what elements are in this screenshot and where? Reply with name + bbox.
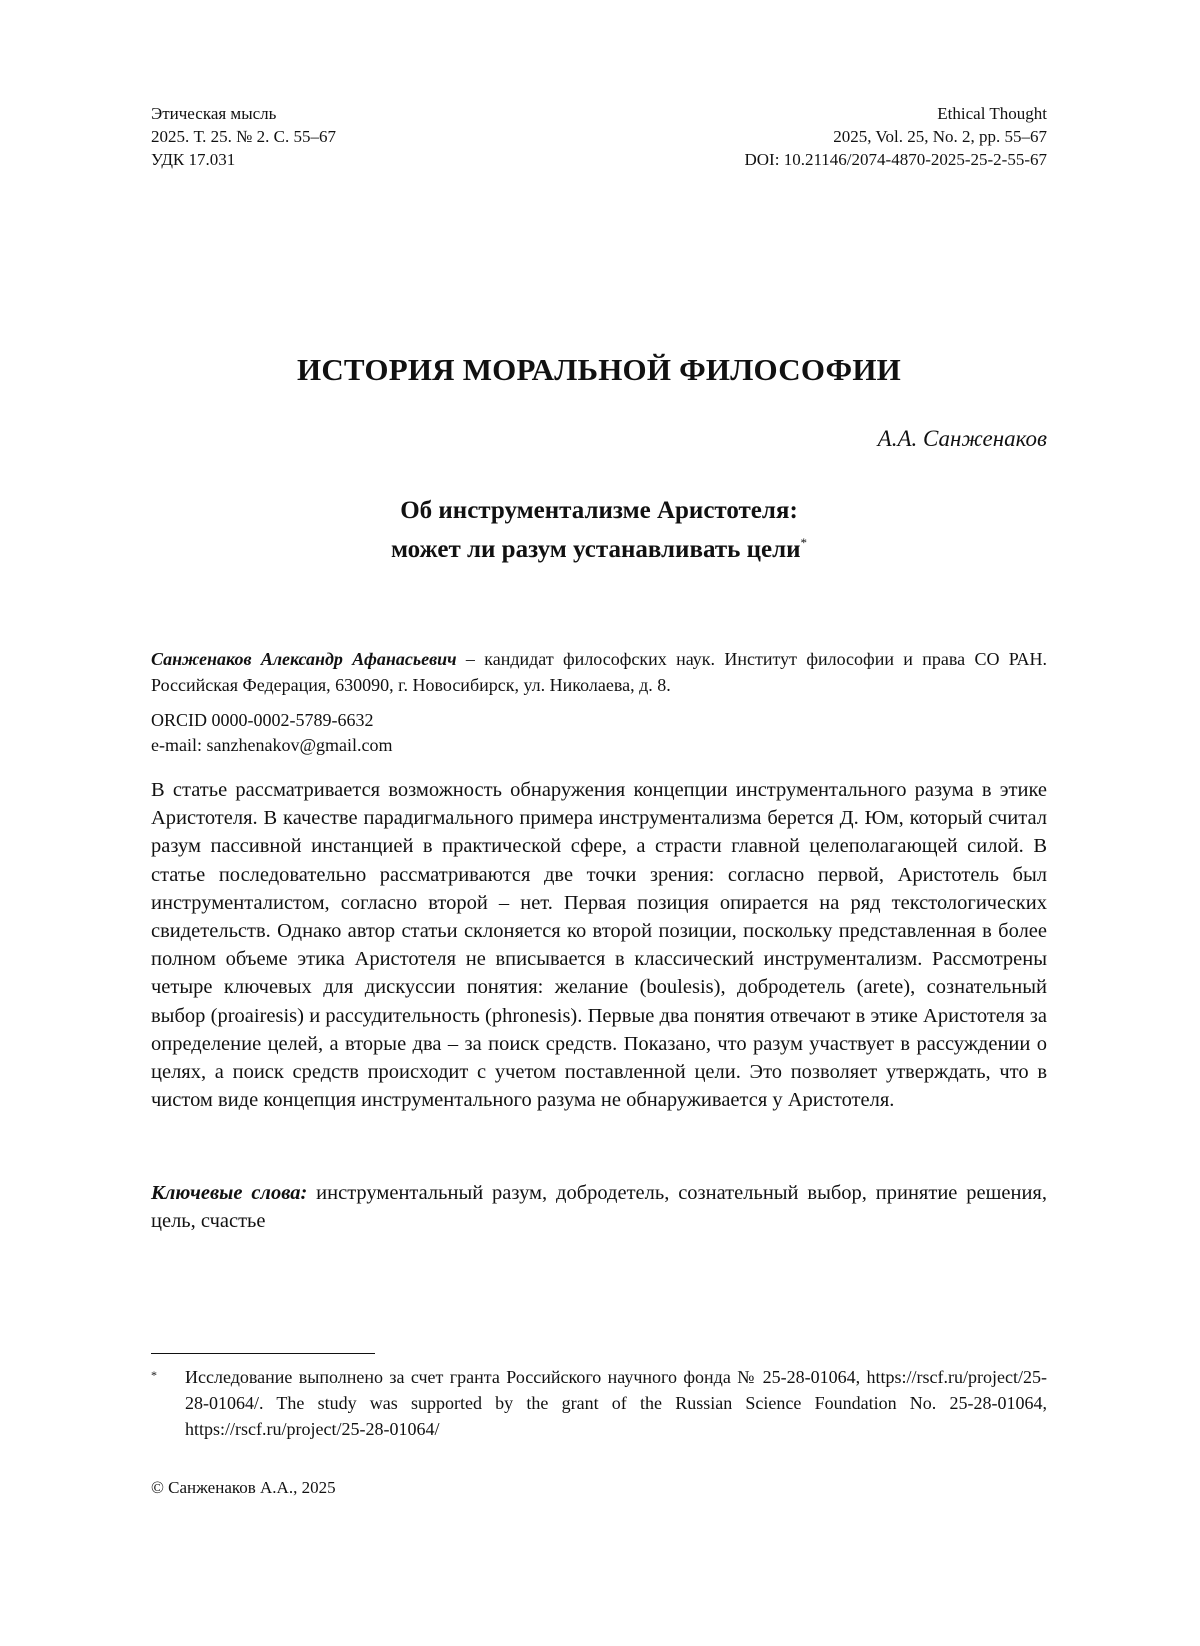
keywords: [151, 1179, 1047, 1235]
footnote-text: Исследование выполнено за счет гранта Российского научного фонда № 25-28-01064, https://rscf.ru/project/25-28-01064/. The study was supported by the grant of the Russian Science Foundation No. 25-28-01064, https://rscf.ru/project/25-28-01064/: [185, 1367, 1047, 1439]
keywords-text: инструментальный разум, добродетель, сознательный выбор, принятие решения, цель, счастье: [151, 1182, 1047, 1232]
header-left: [151, 102, 336, 171]
header-right: [745, 102, 1048, 171]
copyright: © Санженаков А.А., 2025: [151, 1478, 336, 1497]
article-title-line2-text: может ли разум устанавливать цели: [390, 536, 801, 563]
journal-name-ru: Этическая мысль: [151, 104, 277, 123]
orcid: ORCID 0000-0002-5789-6632: [151, 710, 374, 730]
article-title-line2: [151, 527, 1047, 566]
title-footnote-marker[interactable]: *: [800, 535, 807, 550]
author-full-name: Санженаков Александр Афанасьевич: [151, 649, 457, 669]
abstract: В статье рассматривается возможность обнаружения концепции инструментального разума в этике Аристотеля. В качестве парадигмального примера инструментализма берется Д. Юм, который считал разум пассивной инстанцией в практической сфере, а страсти главной целеполагающей силой. В статье последовательно рассматриваются две точки зрения: согласно первой, Аристотель был инструменталистом, согласно второй – нет. Первая позиция опирается на ряд текстологических свидетельств. Однако автор статьи склоняется ко второй позиции, поскольку представленная в более полном объеме этика Аристотеля не вписывается в классический инструментализм. Рассмотрены четыре ключевых для дискуссии понятия: желание (boulesis), добродетель (arete), сознательный выбор (proairesis) и рассудительность (phronesis). Первые два понятия отвечают в этике Аристотеля за определение целей, а вторые два – за поиск средств. Показано, что разум участвует в рассуждении о целях, а поиск средств происходит с учетом поставленной цели. Это позволяет утверждать, что в чистом виде концепция инструментального разума не обнаруживается у Аристотеля.: [151, 779, 1047, 1112]
keywords-label: Ключевые слова:: [151, 1182, 308, 1204]
author-affiliation: – кандидат философских наук. Институт философии и права СО РАН. Российская Федерация, 630090, г. Новосибирск, ул. Николаева, д. 8.: [151, 649, 1048, 695]
footnote: [151, 1364, 1047, 1442]
author-short-name: А.А. Санженаков: [877, 426, 1047, 451]
journal-page: [151, 0, 1047, 1646]
article-title-line1: Об инструментализме Аристотеля:: [400, 497, 798, 524]
udc-code: УДК 17.031: [151, 150, 236, 169]
email[interactable]: e-mail: sanzhenakov@gmail.com: [151, 735, 393, 755]
section-title: ИСТОРИЯ МОРАЛЬНОЙ ФИЛОСОФИИ: [297, 352, 901, 387]
footnote-divider: [151, 1353, 375, 1354]
journal-name-en: Ethical Thought: [937, 104, 1047, 123]
author-contacts: [151, 708, 1047, 758]
article-title: [151, 495, 1047, 566]
issue-info-ru: 2025. Т. 25. № 2. С. 55–67: [151, 127, 336, 146]
doi[interactable]: DOI: 10.21146/2074-4870-2025-25-2-55-67: [744, 150, 1047, 169]
author-info: [151, 646, 1047, 698]
issue-info-en: 2025, Vol. 25, No. 2, pp. 55–67: [833, 127, 1047, 146]
footnote-marker: *: [151, 1368, 157, 1382]
